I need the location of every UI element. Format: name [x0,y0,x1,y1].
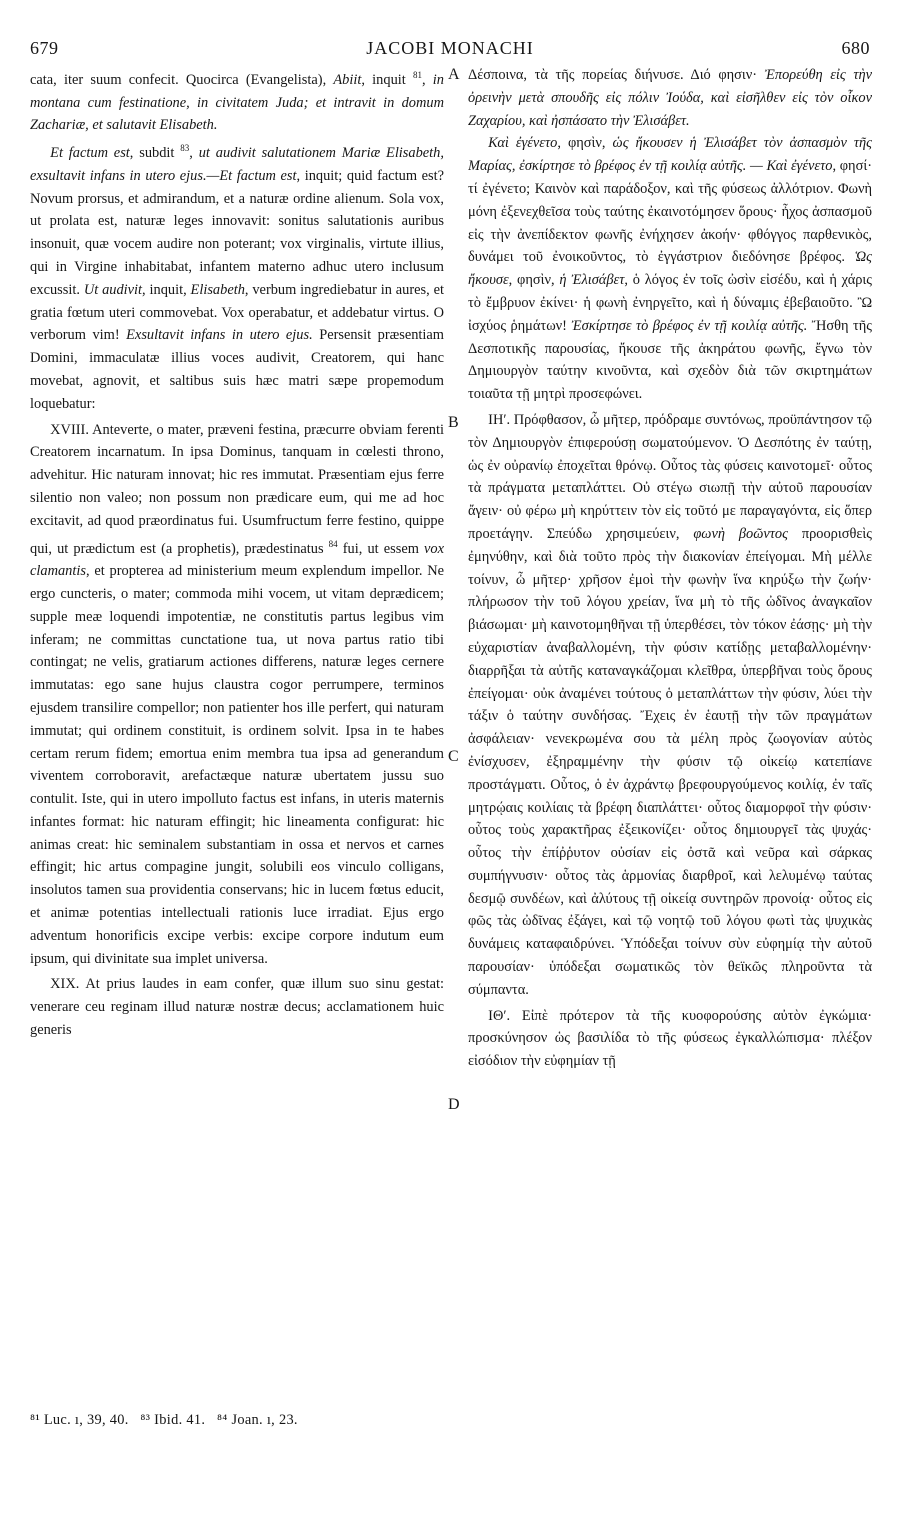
latin-section-xviii: XVIII. Anteverte, o mater, præveni festina, præcurre obviam ferenti Creatorem incarnatum. In ipsa Dominus, tanquam in cœlesti throno, advehitur. Hic naturam innovat; hic res immutat. Præsentiam ejus ferre silentio non valeo; non possum non prædicare eum, qui me ad hoc excitavit, ad quod præordinatus fui. Usumfructum ferre festino, quippe qui, ut prædictum est (a prophetis), prædestinatus $^{84}$ fui, ut essem vox clamantis, et propterea ad ministerium meum explendum impellor. Ne ergo cuncteris, o mater; commoda mihi vocem, ut vitam deprædicem; supple meæ loquendi impotentiæ, ne constitutis partus legibus vim inferam; ne committas cunctatione tua, ut nova partus ratio tibi contingat; ne velis, gratiarum actiones differens, naturæ leges cernere immutatas: ego sane hujus claustra cogor perrumpere, terminos ejusdem transilire compellor; non patienter hos ille perfert, qui naturam immutat; qui ordinem constituit, is ordinem solvit. Ipsa in te habes certam rerum fidem; emortua enim membra tua ipsa ad generandum viventem corroboravit, arefactæque naturæ ubertatem jussu suo contulit. Iste, qui in utero impolluto factus est infans, in uteris maternis infantes format: hic naturam effingit; hic lineamenta configurat: hic animas creat: hic seminalem substantiam in ossa et nervos et carnes effingit; hic artus compagine jungit, solubili eos vinculo colligans, insolutos tamen sua providentia conservans; hic in lucem fœtus educit, et animæ potentias intellectuali rationis luce irradiat. Ejus ergo adventum honorificis excipe verbis: excipe corpore indutum eum ipsum, qui divinitate sua implet universa. [30,421,444,967]
page-number-left: 679 [30,38,59,58]
greek-paragraph: Δέσποινα, τὰ τῆς πορείας διήνυσε. Διό φησιν· Ἐπορεύθη εἰς τὴν ὀρεινὴν μετὰ σπουδῆς εἰς πόλιν Ἰούδα, καὶ εἰσῆλθεν εἰς τὸν οἶκον Ζαχαρίου, καὶ ἠσπάσατο τὴν Ἐλισάβετ. [468,67,872,129]
greek-column [468,64,872,1404]
greek-section-18: ΙΗʹ. Πρόφθασον, ὦ μῆτερ, πρόδραμε συντόνως, προϋπάντησον τῷ τὸν Δημιουργὸν ἐπιφερούσῃ σωματούμενον. Ὁ Δεσπότης ἐν ταύτῃ, ὡς ἐν οὐρανίῳ ἐποχεῖται θρόνῳ. Οὗτος τὰς φύσεις καινοτομεῖ· οὗτος τὰ πράγματα μεταπλάττει. Οὐ στέγω σιωπῇ τὴν αὐτοῦ παρουσίαν ἄγειν· οὐ φέρω μὴ κηρύττειν τὸν εἰς τοῦτό με παραγαγόντα, εἰς ὅπερ προετάγην. Σπεύδω χρησιμεύειν, φωνὴ βοῶντος προορισθεὶς ἐμηνύθην, καὶ διὰ τοῦτο πρὸς τὴν διακονίαν ἐπείγομαι. Μὴ μέλλε τοίνυν, ὦ μῆτερ· χρῆσον ἐμοὶ τὴν φωνὴν ἵνα κηρύξω τὴν ζωήν· πλήρωσον τὴν τοῦ λόγου χρείαν, ἵνα μὴ τὸ τῆς ὠδῖνος ἀναγκαῖον βιάσωμαι· μὴ καινοτομηθῆναι τῇ ὑπερθέσει, τὸν τόκον ἐάσῃς· μὴ τὴν εὐχαριστίαν ἀναβαλλομένη, τὴν φύσιν κατίδῃς μεταβαλλομένην· διαρρῆξαι τὰ αὐτῆς καταναγκάζομαι κλεῖθρα, ὑπερβῆναι τοὺς ὅρους ἐπείγομαι· οὐκ ἀναμένει τούτους ὁ μεταπλάττων τὴν φύσιν, λύει τὴν τάξιν ὁ ταύτην συνδήσας. Ἔχεις ἐν ἑαυτῇ τὴν τῶν πραγμάτων ἀσφάλειαν· νενεκρωμένα σου τὰ μέλη πρὸς ζωογονίαν αὐτὸς ἐνίσχυσεν, ἐξηραμμένην τὴν φύσιν τῷ οἰκείῳ κατεπίανε προστάγματι. Οὗτος, ὁ ἐν ἀχράντῳ βρεφουργούμενος κοιλίᾳ, ἐν ταῖς μητρῴαις κοιλίαις τὰ βρέφη διαπλάττει· οὗτος διαμορφοῖ τὴν φύσιν· οὗτος τοὺς χαρακτῆρας ἐξεικονίζει· οὗτος δημιουργεῖ τὰς ψυχάς· οὗτος τὴν ἐπίῤῥυτον οὐσίαν εἰς ὀστᾶ καὶ νεῦρα καὶ σάρκας συμπήγνυσιν· οὗτος τὰς ἁρμονίας διαρθροῖ, καὶ λελυμένῳ ταύτας δεσμῷ συνδέων, καὶ ἀλύτους τῇ οἰκείᾳ συντηρῶν προνοίᾳ· οὗτος εἰς φῶς τὰς ὠδῖνας ἐξάγει, καὶ τῷ νοητῷ τοῦ λόγου φωτὶ τὰς ψυχικὰς δυνάμεις καταφαιδρύνει. Ὑπόδεξαι τοίνυν σὺν εὐφημίᾳ τὴν αὐτοῦ παρουσίαν· ὑπόδεξαι σωματικῶς τὸν θεϊκῶς πληροῦντα τὰ σύμπαντα. [468,411,872,998]
margin-marker-c: C [448,748,459,765]
page-header [30,38,870,62]
margin-marker-d: D [448,1096,460,1113]
margin-marker-a: A [448,66,460,83]
greek-paragraph: Καὶ ἐγένετο, φησὶν, ὡς ἤκουσεν ἡ Ἐλισάβετ τὸν ἀσπασμὸν τῆς Μαρίας, ἐσκίρτησε τὸ βρέφος ἐν τῇ κοιλίᾳ αὐτῆς. — Καὶ ἐγένετο, φησί· τί ἐγένετο; Καινὸν καὶ παράδοξον, καὶ τῆς φύσεως ἀλλότριον. Φωνὴ μόνη ἐξενεχθεῖσα τοὺς ταύτης ἐκαινοτόμησεν ὅρους· ἦχος ἀσπασμοῦ εἰς τὴν ἀνεπίδεκτον φωνῆς ἐνήχησεν ἀκοήν· φθόγγος παρθενικὸς, δυνάμει τοῦ ἐνοικοῦντος, τὸ ἐγγάστριον διεδόνησε βρέφος. Ὡς ἤκουσε, φησὶν, ἡ Ἐλισάβετ, ὁ λόγος ἐν τοῖς ὠσὶν εἰσέδυ, καὶ ἡ χάρις τὸ ἔμβρυον ἐκίνει· ἡ φωνὴ ἐνηργεῖτο, καὶ ἡ δύναμις ἐβεβαιοῦτο. Ὢ ἰσχύος ῥημάτων! Ἐσκίρτησε τὸ βρέφος ἐν τῇ κοιλίᾳ αὐτῆς. Ἤσθη τῆς Δεσποτικῆς παρουσίας, ἤκουσε τῆς ἀκηράτου φωνῆς, ἔγνω τὸν Δημιουργὸν ταύτην κινοῦντα, καὶ σχεδὸν διὰ τῶν σκιρτημάτων τοιαῦτα τῇ μητρὶ προσεφώνει. [468,135,872,403]
latin-section-xix: XIX. At prius laudes in eam confer, quæ illum suo sinu gestat: venerare ceu reginam illud naturæ nostræ decus; acclamationem huic generis [30,976,444,1039]
footnotes: ⁸¹ Luc. ı, 39, 40. ⁸³ Ibid. 41. ⁸⁴ Joan. ı, 23. [30,1412,298,1428]
latin-column [30,64,444,1404]
page-number-right: 680 [841,38,870,58]
margin-marker-b: B [448,414,459,431]
running-title: JACOBI MONACHI [366,38,534,58]
latin-paragraph: cata, iter suum confecit. Quocirca (Evangelista), Abiit, inquit $^{81}$, in montana cum festinatione, in civitatem Juda; et intravit in domum Zachariæ, et salutavit Elisabeth. [30,70,444,134]
greek-section-19: ΙΘʹ. Εἰπὲ πρότερον τὰ τῆς κυοφορούσης αὐτὸν ἐγκώμια· προσκύνησον ὡς βασιλίδα τὸ τῆς φύσεως ἐγκαλλώπισμα· πλέξον εἰσόδιον τὴν εὐφημίαν τῇ [468,1007,872,1070]
latin-paragraph: Et factum est, subdit $^{83}$, ut audivit salutationem Mariæ Elisabeth, exsultavit infans in utero ejus.—Et factum est, inquit; quid factum est? Novum prorsus, et admirandum, et a naturæ ordine alienum. Sola vox, ut prolata est, naturæ leges innovavit: sonitus salutationis auribus insonuit, quæ vocem audire non poterant; vox virginalis, virtute illius, qui in Virgine inhabitabat, infantem materno adhuc utero inclusum excussit. Ut audivit, inquit, Elisabeth, verbum ingrediebatur in aures, et gratia fœtum uteri commovebat. Vox operabatur, et addebatur virtus. O verborum vim! Exsultavit infans in utero ejus. Persensit præsentiam Domini, immaculatæ illius voces audivit, Creatorem, qui hanc movebat, agnovit, et saltibus suis hæc matri sæpe propemodum loquebatur: [30,143,444,412]
